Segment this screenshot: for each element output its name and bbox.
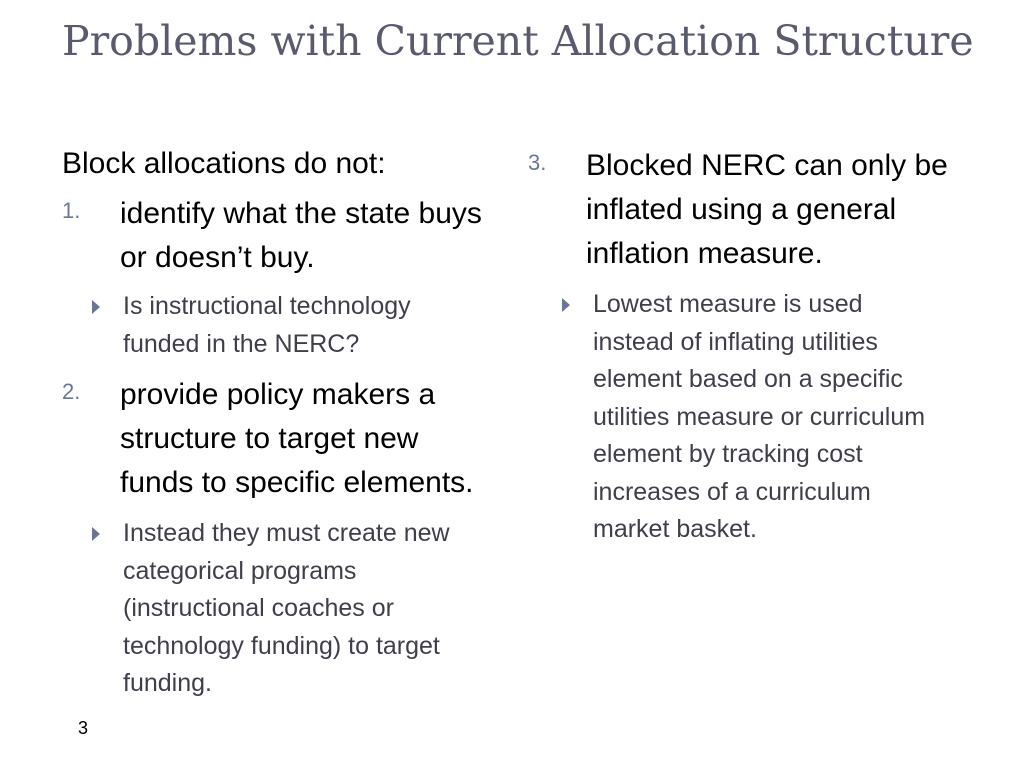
item-number: 1. (62, 198, 81, 223)
bullet-arrow-icon (562, 298, 570, 312)
sub-bullet-text: Is instructional technology funded in the NERC? (123, 292, 411, 358)
left-heading: Block allocations do not: (62, 147, 386, 180)
bullet-arrow-icon (92, 527, 100, 541)
numbered-item-1 (62, 192, 512, 280)
item-text: Blocked NERC can only be inflated using a general inflation measure. (586, 149, 948, 270)
left-column (62, 144, 512, 703)
sub-bullet-text: Lowest measure is used instead of inflating utilities element based on a specific utilities measure or curriculum element by tracking cost increases of a curriculum market basket. (593, 290, 926, 543)
bullet-arrow-icon (92, 300, 100, 314)
item-text: provide policy makers a structure to target new funds to specific elements. (120, 378, 474, 499)
item-text: identify what the state buys or doesn’t buy. (120, 197, 482, 274)
page-number: 3 (78, 718, 89, 738)
item-number: 3. (528, 150, 547, 175)
sub-bullet-text: Instead they must create new categorical programs (instructional coaches or technology funding) to target funding. (123, 519, 450, 697)
sub-bullet-2 (92, 515, 498, 703)
numbered-item-2 (62, 373, 480, 505)
sub-bullet-3 (562, 286, 943, 549)
numbered-item-3 (528, 144, 966, 276)
item-number: 2. (62, 379, 81, 404)
slide-title: Problems with Current Allocation Structure (62, 17, 974, 65)
sub-bullet-1 (92, 288, 463, 363)
right-column (528, 144, 968, 549)
